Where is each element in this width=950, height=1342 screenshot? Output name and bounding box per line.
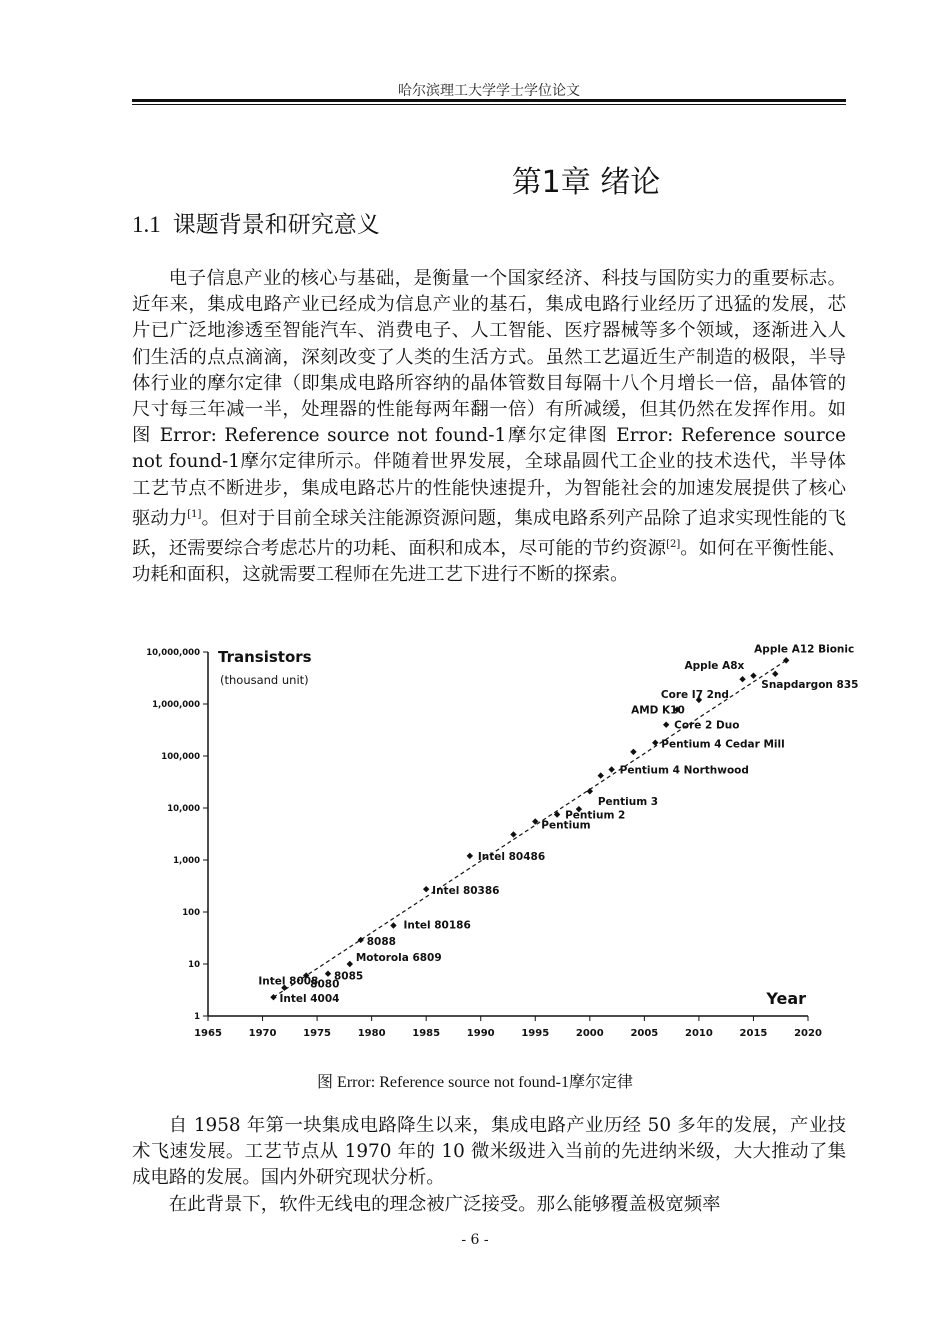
x-tick-label: 2020	[794, 1028, 822, 1039]
section-heading	[132, 206, 380, 239]
data-point	[510, 831, 516, 837]
point-label: 8085	[334, 970, 364, 983]
data-point	[783, 657, 789, 663]
citation-2[interactable]: [2]	[666, 539, 681, 551]
data-point	[663, 721, 669, 727]
point-label: Apple A8x	[684, 660, 745, 673]
chart-title: Transistors	[218, 648, 312, 666]
x-tick-label: 2000	[575, 1028, 604, 1039]
point-label: Core 2 Duo	[674, 719, 740, 732]
y-tick-label: 100,000	[161, 752, 200, 762]
figure-caption: 图 Error: Reference source not found-1摩尔定律	[317, 1074, 633, 1091]
section-title: 课题背景和研究意义	[172, 212, 380, 238]
data-point	[608, 766, 614, 772]
paragraph-2-text: 自 1958 年第一块集成电路降生以来，集成电路产业历经 50 多年的发展，产业技术飞速发展。工艺节点从 1970 年的 10 微米级进入当前的先进纳米级，大大推动了集成电路的发展。国内外研究现状分析。	[132, 1115, 846, 1189]
point-label: Core I7 2nd	[660, 688, 729, 701]
y-tick-label: 1,000	[173, 856, 200, 866]
data-point	[587, 788, 593, 794]
point-label: 8088	[366, 935, 396, 948]
x-tick-label: 1965	[194, 1028, 222, 1039]
x-tick-label: 2005	[630, 1028, 659, 1039]
data-point	[423, 886, 429, 892]
point-label: Pentium 3	[597, 796, 659, 809]
trend-line	[273, 660, 786, 997]
paragraph-1-part-b: 。但对于目前全球关注能源资源问题，集成电路系列产品除了追求实现性能的飞跃，还需要综合考虑芯片的功耗、面积和成本，尽可能的节约资源	[132, 507, 846, 560]
point-label: Pentium 2	[565, 809, 626, 822]
point-label: Pentium 4 Northwood	[619, 764, 749, 777]
paragraph-1	[132, 266, 846, 589]
header-rule-thin	[132, 104, 846, 105]
point-label: Pentium	[541, 819, 591, 832]
y-tick-label: 10,000,000	[146, 648, 200, 658]
point-label: AMD K10	[631, 704, 685, 717]
page-number: - 6 -	[461, 1232, 489, 1248]
paragraph-2	[132, 1113, 846, 1218]
y-tick-label: 1	[194, 1012, 200, 1022]
section-number: 1.1	[132, 212, 161, 237]
data-point	[270, 994, 276, 1000]
x-tick-label: 1980	[357, 1028, 386, 1039]
data-point	[390, 922, 396, 928]
point-label: Apple A12 Bionic	[754, 643, 855, 656]
x-tick-label: 1975	[303, 1028, 332, 1039]
point-label: Motorola 6809	[355, 952, 442, 964]
point-label: Snapdargon 835	[761, 678, 859, 691]
data-point	[652, 740, 658, 746]
y-tick-label: 100	[182, 908, 200, 918]
chart-subtitle: (thousand unit)	[220, 673, 309, 687]
y-tick-label: 10,000	[167, 804, 200, 814]
data-point	[347, 961, 353, 967]
point-label: Intel 8008	[258, 975, 319, 988]
data-point	[772, 671, 778, 677]
y-tick-label: 10	[188, 960, 200, 970]
paragraph-1-part-c: 。如何在平衡性能、功耗和面积，这就需要工程师在先进工艺下进行不断的探索。	[132, 538, 846, 586]
chapter-title: 第1章 绪论	[511, 165, 661, 200]
running-header: 哈尔滨理工大学学士学位论文	[398, 83, 580, 99]
x-tick-label: 2015	[739, 1028, 768, 1039]
x-tick-label: 1995	[521, 1028, 550, 1039]
paragraph-3-text: 在此背景下，软件无线电的理念被广泛接受。那么能够覆盖极宽频率	[168, 1193, 721, 1215]
citation-1[interactable]: [1]	[187, 508, 202, 520]
x-tick-label: 1970	[248, 1028, 277, 1039]
point-label: Intel 80386	[432, 885, 500, 898]
data-point	[598, 772, 604, 778]
point-label: Intel 80186	[403, 919, 471, 932]
data-point	[750, 673, 756, 679]
point-label: Intel 80486	[477, 850, 546, 863]
data-point	[325, 971, 331, 977]
x-axis-title: Year	[766, 989, 806, 1008]
paragraph-1-part-a: 电子信息产业的核心与基础，是衡量一个国家经济、科技与国防实力的重要标志。近年来，集成电路产业已经成为信息产业的基石，集成电路行业经历了迅猛的发展，芯片已广泛地渗透至智能汽车、消费电子、人工智能、医疗器械等多个领域，逐渐进入人们生活的点点滴滴，深刻改变了人类的生活方式。虽然工艺逼近生产制造的极限，半导体行业的摩尔定律（即集成电路所容纳的晶体管数目每隔十八个月增长一倍，晶体管的尺寸每三年减一半，处理器的性能每两年翻一倍）有所减缓，但其仍然在发挥作用。如图 Error: Reference source not found-1摩尔定律图 Error: Reference source not found-1摩尔定律所示。伴随着世界发展，全球晶圆代工企业的技术迭代，半导体工艺节点不断进步，集成电路芯片的性能快速提升，为智能社会的加速发展提供了核心驱动力	[132, 268, 846, 529]
x-tick-label: 2010	[684, 1028, 713, 1039]
x-tick-label: 1985	[412, 1028, 441, 1039]
point-label: Pentium 4 Cedar Mill	[661, 738, 785, 751]
data-point	[739, 676, 745, 682]
point-label: Intel 4004	[279, 993, 340, 1006]
y-tick-label: 1,000,000	[152, 700, 200, 710]
point-label: 8080	[310, 978, 340, 991]
header-rule-thick	[132, 99, 846, 102]
data-point	[467, 853, 473, 859]
moores-law-chart	[146, 640, 859, 1052]
data-point	[630, 749, 636, 755]
x-tick-label: 1990	[466, 1028, 495, 1039]
